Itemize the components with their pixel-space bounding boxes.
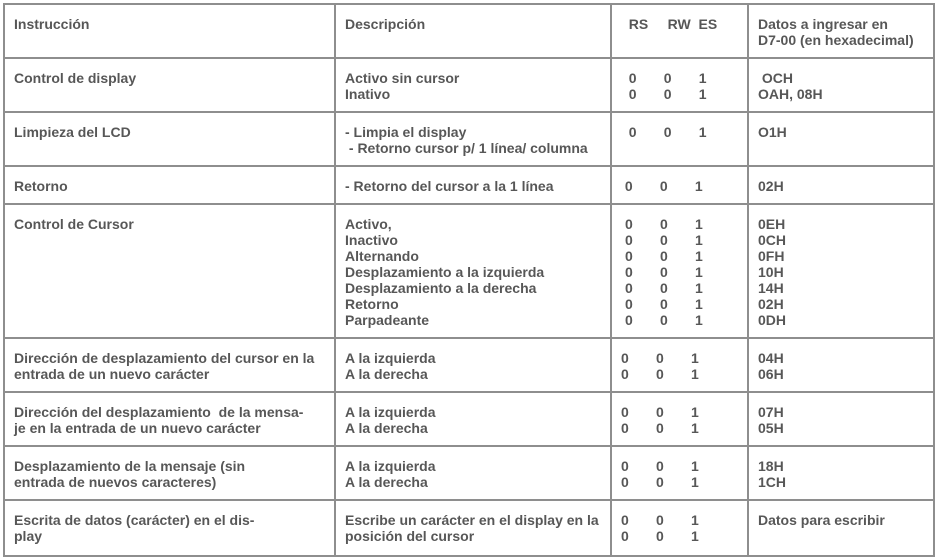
header-instruccion: Instrucción (4, 4, 335, 58)
instruccion-cell: Control de Cursor (4, 204, 335, 338)
datos-cell: 04H 06H (748, 338, 934, 392)
bits-cell: 0 0 1 0 0 1 (611, 446, 748, 500)
instruccion-cell: Limpieza del LCD (4, 112, 335, 166)
instruccion-cell: Dirección de desplazamiento del cursor en la entrada de un nuevo carácter (4, 338, 335, 392)
bits-cell: 0 0 1 0 0 1 0 0 1 0 0 1 0 0 1 0 0 1 0 0 1 (611, 204, 748, 338)
datos-cell: 0EH 0CH 0FH 10H 14H 02H 0DH (748, 204, 934, 338)
instruccion-cell: Desplazamiento de la mensaje (sin entrada de nuevos caracteres) (4, 446, 335, 500)
datos-cell: O1H (748, 112, 934, 166)
header-datos: Datos a ingresar en D7-00 (en hexadecimal) (748, 4, 934, 58)
descripcion-cell: Escribe un carácter en el display en la posición del cursor (335, 500, 611, 556)
descripcion-cell: - Retorno del cursor a la 1 línea (335, 166, 611, 204)
table-row-control-cursor (4, 204, 934, 338)
datos-cell: 18H 1CH (748, 446, 934, 500)
header-bits: RS RW ES (611, 4, 748, 58)
descripcion-cell: Activo, Inactivo Alternando Desplazamiento a la izquierda Desplazamiento a la derecha Retorno Parpadeante (335, 204, 611, 338)
bits-cell: 0 0 1 0 0 1 (611, 500, 748, 556)
datos-cell: Datos para escribir (748, 500, 934, 556)
table-row-limpieza-lcd (4, 112, 934, 166)
table-header-row (4, 4, 934, 58)
table-row-direccion-mensaje (4, 392, 934, 446)
instruccion-cell: Dirección del desplazamiento de la mensa- je en la entrada de un nuevo carácter (4, 392, 335, 446)
descripcion-cell: A la izquierda A la derecha (335, 446, 611, 500)
bits-cell: 0 0 1 (611, 112, 748, 166)
datos-cell: 07H 05H (748, 392, 934, 446)
lcd-instruction-table (3, 3, 935, 557)
header-descripcion: Descripción (335, 4, 611, 58)
table-row-escrita-datos (4, 500, 934, 556)
table-row-direccion-cursor (4, 338, 934, 392)
descripcion-cell: - Limpia el display - Retorno cursor p/ 1 línea/ columna (335, 112, 611, 166)
bits-cell: 0 0 1 0 0 1 (611, 58, 748, 112)
descripcion-cell: A la izquierda A la derecha (335, 392, 611, 446)
datos-cell: 02H (748, 166, 934, 204)
instruccion-cell: Control de display (4, 58, 335, 112)
table-row-control-display (4, 58, 934, 112)
descripcion-cell: A la izquierda A la derecha (335, 338, 611, 392)
instruccion-cell: Escrita de datos (carácter) en el dis- play (4, 500, 335, 556)
instruccion-cell: Retorno (4, 166, 335, 204)
table-row-desplazamiento-mensaje (4, 446, 934, 500)
bits-cell: 0 0 1 (611, 166, 748, 204)
bits-cell: 0 0 1 0 0 1 (611, 392, 748, 446)
table-row-retorno (4, 166, 934, 204)
datos-cell: OCH OAH, 08H (748, 58, 934, 112)
bits-cell: 0 0 1 0 0 1 (611, 338, 748, 392)
descripcion-cell: Activo sin cursor Inativo (335, 58, 611, 112)
